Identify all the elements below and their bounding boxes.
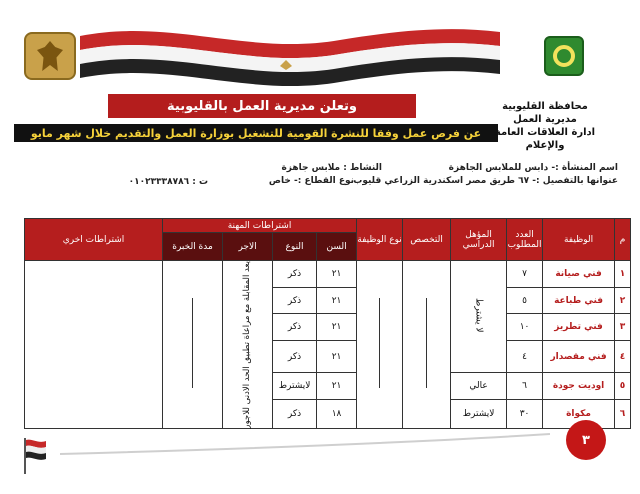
header-experience: مدة الخبرة <box>163 233 223 261</box>
row-gender: ذكر <box>273 287 317 314</box>
row-count: ٣٠ <box>507 400 543 429</box>
row-count: ٥ <box>507 287 543 314</box>
other-merged <box>25 261 163 429</box>
row-age: ١٨ <box>317 400 357 429</box>
job-type-merged <box>357 261 403 429</box>
row-num: ١ <box>615 261 631 288</box>
row-num: ٦ <box>615 400 631 429</box>
governorate-name: محافظة القليوبية <box>502 101 588 112</box>
egypt-emblem-logo <box>24 32 76 80</box>
header-gender: النوع <box>273 233 317 261</box>
ministry-logo <box>544 36 584 76</box>
experience-merged <box>163 261 223 429</box>
row-qualification: لايشترط <box>451 400 507 429</box>
row-job: اوديت جودة <box>543 373 615 400</box>
row-age: ٢١ <box>317 314 357 341</box>
wage-note: يعد المقابلة مع مراعاة تطبيق الحد الادنى للاجور <box>223 261 273 429</box>
row-num: ٥ <box>615 373 631 400</box>
directorate-name: مديرية العمل <box>513 114 577 125</box>
row-gender: ذكر <box>273 261 317 288</box>
jobs-table <box>24 218 631 429</box>
header-num: م <box>615 219 631 261</box>
row-count: ٧ <box>507 261 543 288</box>
specialty-merged <box>403 261 451 429</box>
company-sector: نوع القطاع :- خاص <box>268 176 354 186</box>
row-gender: ذكر <box>273 341 317 373</box>
row-count: ٤ <box>507 341 543 373</box>
row-age: ٢١ <box>317 373 357 400</box>
footer-divider <box>60 432 550 456</box>
header-specialty: التخصص <box>403 219 451 261</box>
row-gender: لايشترط <box>273 373 317 400</box>
row-qualification: عالي <box>451 373 507 400</box>
department-name: ادارة العلاقات العامة والإعلام <box>494 127 596 151</box>
egypt-flag-icon <box>22 436 48 476</box>
row-num: ٤ <box>615 341 631 373</box>
row-num: ٣ <box>615 314 631 341</box>
row-age: ٢١ <box>317 261 357 288</box>
row-job: فني تطريز <box>543 314 615 341</box>
row-job: فني صيانة <box>543 261 615 288</box>
header-job-type: نوع الوظيفة <box>357 219 403 261</box>
row-gender: ذكر <box>273 400 317 429</box>
header-count: العدد المطلوب <box>507 219 543 261</box>
eagle-icon <box>37 41 63 71</box>
row-age: ٢١ <box>317 341 357 373</box>
row-num: ٢ <box>615 287 631 314</box>
announcement-title: وتعلن مديرية العمل بالقليوبية <box>108 94 416 118</box>
row-count: ١٠ <box>507 314 543 341</box>
row-job: مكواة <box>543 400 615 429</box>
company-activity: النشاط : ملابس جاهزة <box>281 163 382 173</box>
row-count: ٦ <box>507 373 543 400</box>
qualification-merged: لا يشترط <box>451 261 507 373</box>
announcement-subtitle: عن فرص عمل وفقا للنشرة القومية للتشغيل بوزارة العمل والتقديم خلال شهر مايو <box>14 124 498 142</box>
governorate-block <box>480 100 610 152</box>
header-qualification: المؤهل الدراسي <box>451 219 507 261</box>
table-row <box>25 261 631 288</box>
header-wage: الاجر <box>223 233 273 261</box>
row-job: فني طباعة <box>543 287 615 314</box>
row-gender: ذكر <box>273 314 317 341</box>
company-phone: ت : ٠١٠٢٣٣٣٨٧٨٦ <box>128 177 208 187</box>
page-number-badge: ٣ <box>566 420 606 460</box>
flag-wave-decoration <box>80 22 500 92</box>
gear-icon <box>553 45 575 67</box>
header-other: اشتراطات اخري <box>25 219 163 261</box>
company-address: عنوانها بالتفصيل :- ٦٧ طريق مصر اسكندرية الزراعي قليوب <box>353 176 618 186</box>
row-age: ٢١ <box>317 287 357 314</box>
company-name: اسم المنشأة :- دابس للملابس الجاهزة <box>448 163 618 173</box>
header-job: الوظيفة <box>543 219 615 261</box>
header-age: السن <box>317 233 357 261</box>
row-job: فني مقصدار <box>543 341 615 373</box>
header-conditions: اشتراطات المهنة <box>163 219 357 233</box>
